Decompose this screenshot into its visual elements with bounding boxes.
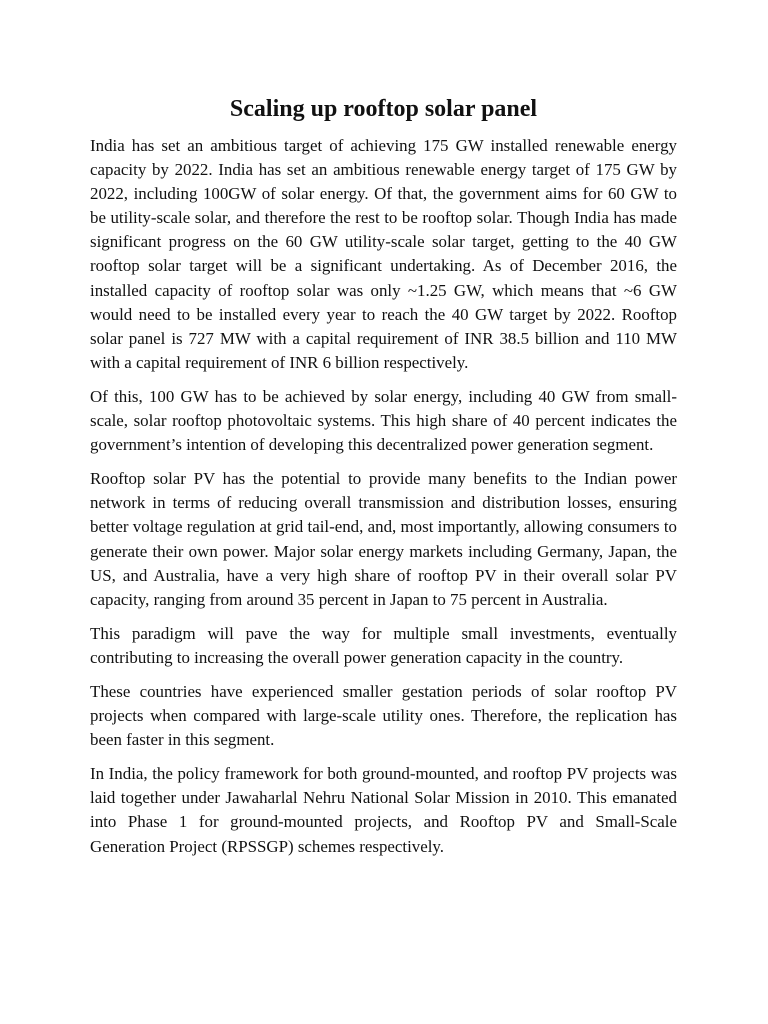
paragraph-3: Rooftop solar PV has the potential to provide many benefits to the Indian power network in terms of reducing overall transmission and distribution losses, ensuring better voltage regulation at grid tail-end, and, most importantly, allowing consumers to generate their own power. Major solar energy markets including Germany, Japan, the US, and Australia, have a very high share of rooftop PV in their overall solar PV capacity, ranging from around 35 percent in Japan to 75 percent in Australia.	[90, 469, 677, 609]
paragraph-6: In India, the policy framework for both ground-mounted, and rooftop PV projects was laid together under Jawaharlal Nehru National Solar Mission in 2010. This emanated into Phase 1 for ground-mounted projects, and Rooftop PV and Small-Scale Generation Project (RPSSGP) schemes respectively.	[90, 764, 677, 856]
paragraph-5: These countries have experienced smaller gestation periods of solar rooftop PV projects when compared with large-scale utility ones. Therefore, the replication has been faster in this segment.	[90, 681, 677, 750]
paragraph-2: Of this, 100 GW has to be achieved by solar energy, including 40 GW from small-scale, solar rooftop photovoltaic systems. This high share of 40 percent indicates the government’s intention of developing this decentralized power generation segment.	[90, 386, 677, 455]
document-page	[90, 93, 677, 869]
paragraph-4: This paradigm will pave the way for multiple small investments, eventually contributing to increasing the overall power generation capacity in the country.	[90, 623, 677, 667]
paragraph-1: India has set an ambitious target of achieving 175 GW installed renewable energy capacity by 2022. India has set an ambitious renewable energy target of 175 GW by 2022, including 100GW of solar energy. Of that, the government aims for 60 GW to be utility-scale solar, and therefore the rest to be rooftop solar. Though India has made significant progress on the 60 GW utility-scale solar target, getting to the 40 GW rooftop solar target will be a significant undertaking. As of December 2016, the installed capacity of rooftop solar was only ~1.25 GW, which means that ~6 GW would need to be installed every year to reach the 40 GW target by 2022. Rooftop solar panel is 727 MW with a capital requirement of INR 38.5 billion and 110 MW with a capital requirement of INR 6 billion respectively.	[90, 136, 677, 372]
document-title: Scaling up rooftop solar panel	[229, 96, 538, 122]
